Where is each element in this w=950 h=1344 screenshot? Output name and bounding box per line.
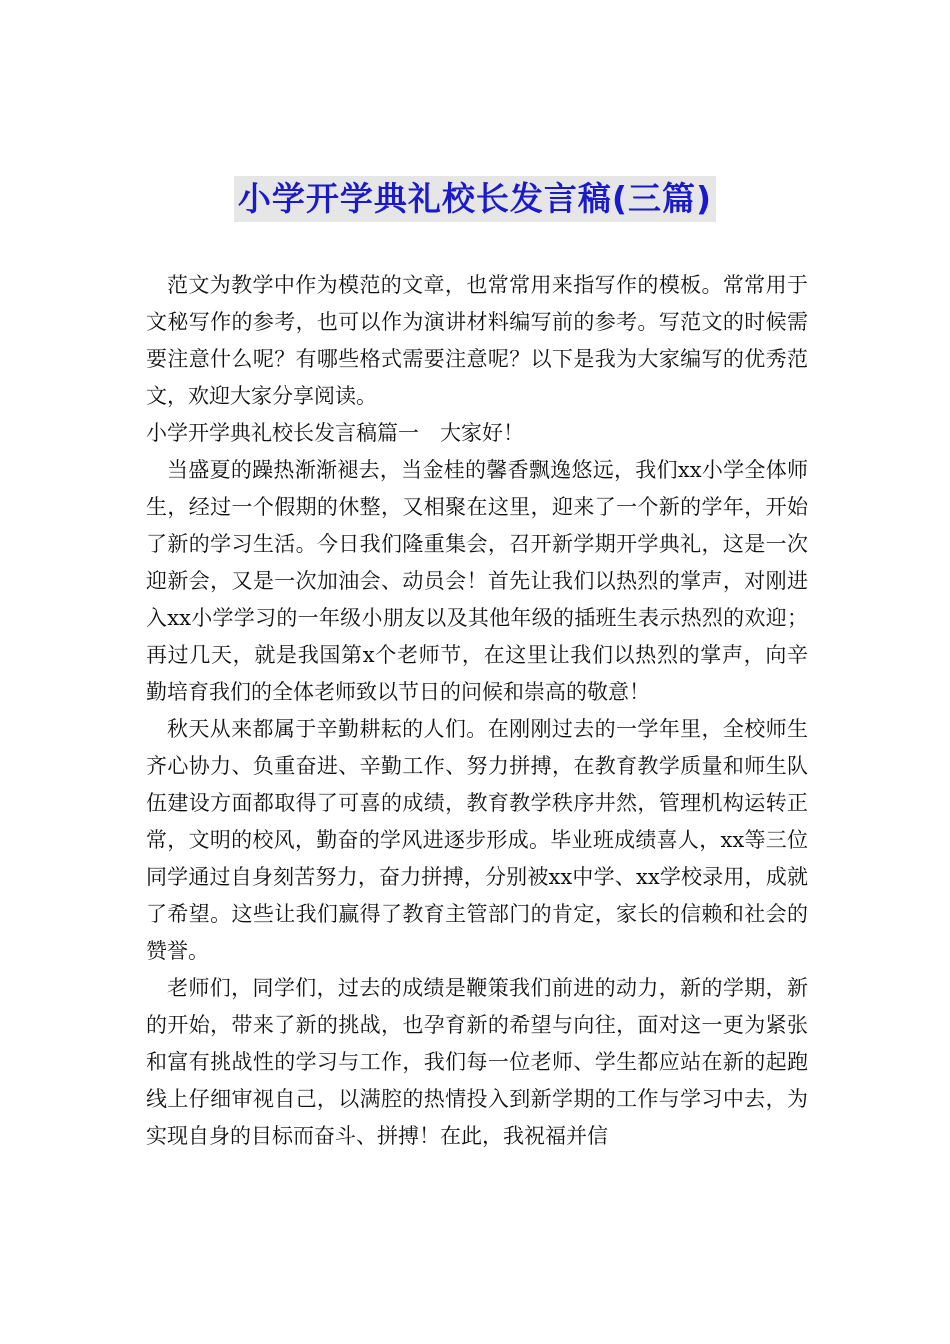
document-body bbox=[146, 267, 808, 1155]
paragraph-section-heading: 小学开学典礼校长发言稿篇一 大家好！ bbox=[146, 421, 524, 445]
title-container bbox=[0, 176, 950, 222]
paragraph-opening: 当盛夏的躁热渐渐褪去，当金桂的馨香飘逸悠远，我们xx小学全体师生，经过一个假期的休整，又相聚在这里，迎来了一个新的学年，开始了新的学习生活。今日我们隆重集会，召开新学期开学典礼，这是一次迎新会，又是一次加油会、动员会！首先让我们以热烈的掌声，对刚进入xx小学学习的一年级小朋友以及其他年级的插班生表示热烈的欢迎；再过几天，就是我国第x个老师节，在这里让我们以热烈的掌声，向辛勤培育我们的全体老师致以节日的问候和崇高的敬意！ bbox=[146, 458, 808, 704]
paragraph-achievements: 秋天从来都属于辛勤耕耘的人们。在刚刚过去的一学年里，全校师生齐心协力、负重奋进、辛勤工作、努力拼搏，在教育教学质量和师生队伍建设方面都取得了可喜的成绩，教育教学秩序井然，管理机构运转正常，文明的校风，勤奋的学风进逐步形成。毕业班成绩喜人，xx等三位同学通过自身刻苦努力，奋力拼搏，分别被xx中学、xx学校录用，成就了希望。这些让我们赢得了教育主管部门的肯定，家长的信赖和社会的赞誉。 bbox=[146, 717, 808, 963]
paragraph-intro: 范文为教学中作为模范的文章，也常常用来指写作的模板。常常用于文秘写作的参考，也可以作为演讲材料编写前的参考。写范文的时候需要注意什么呢？有哪些格式需要注意呢？以下是我为大家编写的优秀范文，欢迎大家分享阅读。 bbox=[146, 273, 808, 408]
document-title: 小学开学典礼校长发言稿(三篇) bbox=[234, 176, 716, 222]
paragraph-new-term: 老师们，同学们，过去的成绩是鞭策我们前进的动力，新的学期，新的开始，带来了新的挑战，也孕育新的希望与向往，面对这一更为紧张和富有挑战性的学习与工作，我们每一位老师、学生都应站在新的起跑线上仔细审视自己，以满腔的热情投入到新学期的工作与学习中去，为实现自身的目标而奋斗、拼搏！在此，我祝福并信 bbox=[146, 976, 808, 1148]
